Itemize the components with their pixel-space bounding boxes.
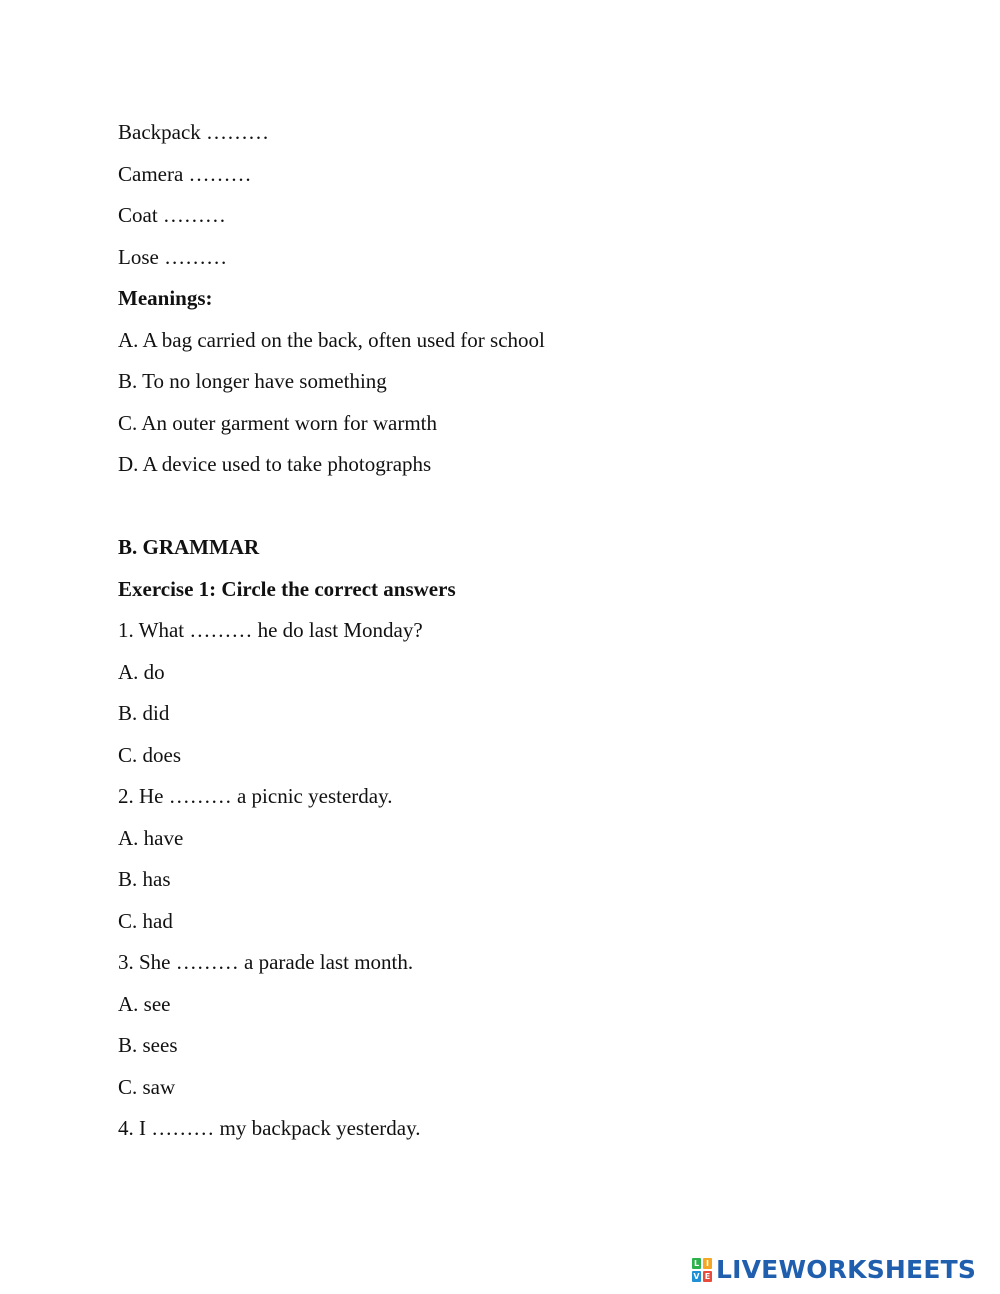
question-3-prompt: 3. She ……… a parade last month. [118, 950, 414, 974]
question-3-option-a[interactable]: A. see [118, 991, 171, 1016]
question-3-option-b[interactable]: B. sees [118, 1033, 178, 1057]
question-2-option-c[interactable]: C. had [118, 908, 173, 933]
worksheet-page [118, 112, 958, 1150]
meaning-b: B. To no longer have something [118, 369, 387, 393]
question-4-prompt: 4. I ……… my backpack yesterday. [118, 1116, 421, 1140]
liveworksheets-logo [692, 1254, 976, 1286]
grammar-heading: B. GRAMMAR [118, 535, 260, 559]
question-1-option-b[interactable]: B. did [118, 701, 170, 725]
meaning-c: C. An outer garment worn for warmth [118, 410, 438, 435]
logo-text: LIVEWORKSHEETS [716, 1255, 977, 1284]
vocab-word-lose: Lose ……… [118, 244, 228, 269]
question-1-prompt: 1. What ……… he do last Monday? [118, 618, 423, 642]
question-2-prompt: 2. He ……… a picnic yesterday. [118, 784, 393, 808]
vocab-word-backpack: Backpack ……… [118, 120, 270, 144]
logo-mark-l: L [693, 1259, 700, 1268]
meaning-a: A. A bag carried on the back, often used for school [118, 327, 545, 352]
question-2-option-b[interactable]: B. has [118, 867, 171, 891]
liveworksheets-logo-icon [692, 1258, 712, 1282]
logo-mark-e: E [704, 1272, 711, 1281]
logo-mark-v: V [693, 1272, 700, 1281]
exercise-title: Exercise 1: Circle the correct answers [118, 576, 456, 601]
meaning-d: D. A device used to take photographs [118, 452, 432, 476]
question-2-option-a[interactable]: A. have [118, 825, 184, 850]
question-1-option-a[interactable]: A. do [118, 659, 165, 684]
question-3-option-c[interactable]: C. saw [118, 1074, 176, 1099]
vocab-word-coat: Coat ……… [118, 203, 226, 227]
question-1-option-c[interactable]: C. does [118, 742, 181, 767]
logo-mark-i: I [703, 1258, 712, 1269]
section-spacer [118, 486, 958, 528]
vocab-word-camera: Camera ……… [118, 161, 252, 186]
meanings-heading: Meanings: [118, 286, 213, 310]
